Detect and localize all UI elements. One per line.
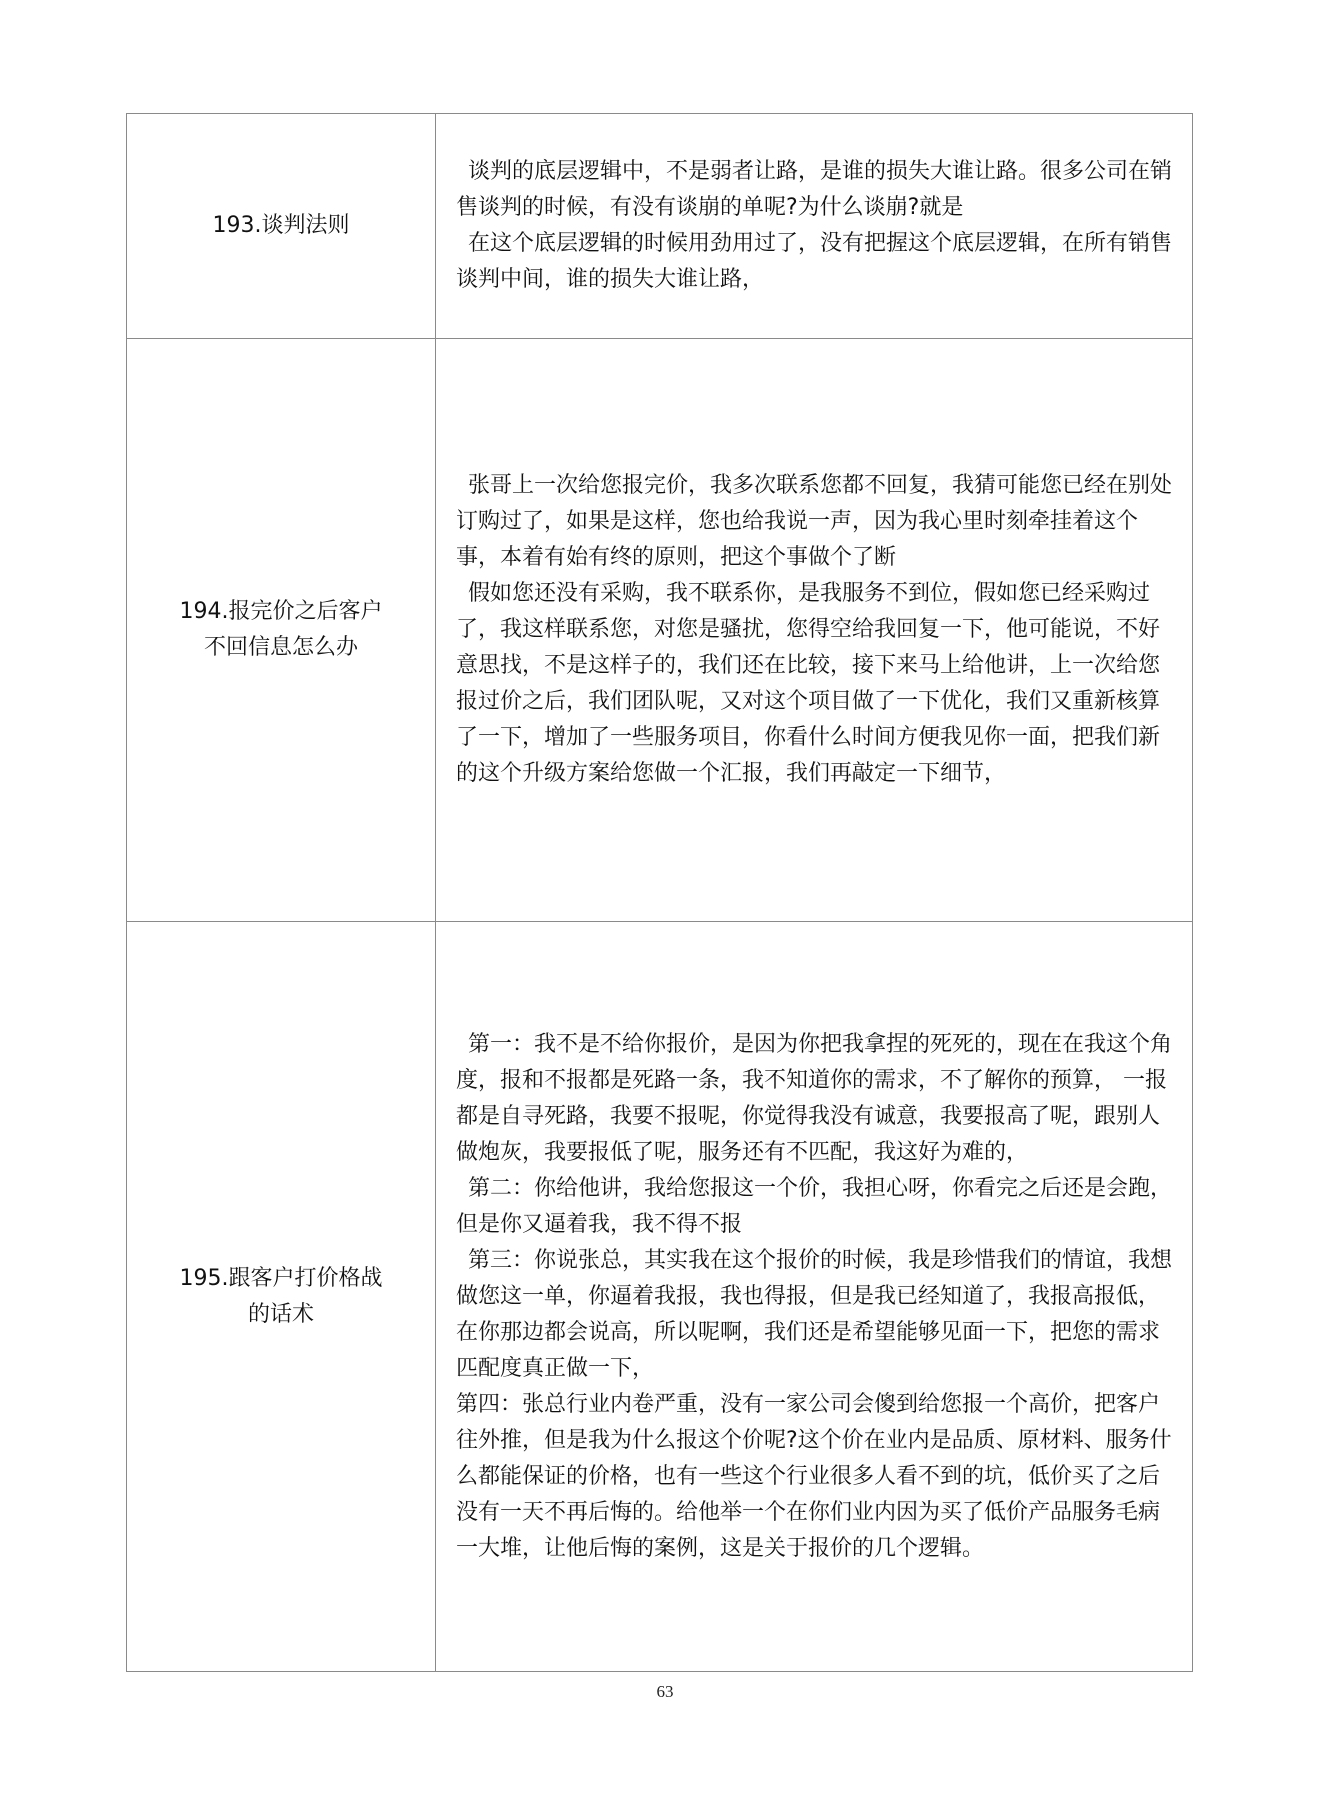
body-paragraph: 张哥上一次给您报完价，我多次联系您都不回复，我猜可能您已经在别处订购过了，如果是这样，您也给我说一声，因为我心里时刻牵挂着这个事，本着有始有终的原则，把这个事做个了断 (456, 473, 1173, 570)
row-title: 195.跟客户打价格战的话术 (179, 1265, 383, 1327)
table-row (127, 922, 1193, 1672)
row-body-cell (436, 114, 1193, 339)
body-paragraph: 第三：你说张总，其实我在这个报价的时候，我是珍惜我们的情谊，我想做您这一单，你逼着我报，我也得报，但是我已经知道了，我报高报低，在你那边都会说高，所以呢啊，我们还是希望能够见面一下，把您的需求匹配度真正做一下， (456, 1247, 1173, 1381)
row-title-cell (127, 922, 436, 1672)
table-row (127, 339, 1193, 922)
row-title: 194.报完价之后客户不回信息怎么办 (179, 599, 383, 660)
body-paragraph: 第二：你给他讲，我给您报这一个价，我担心呀，你看完之后还是会跑，但是你又逼着我，我不得不报 (456, 1175, 1173, 1237)
page-number: 63 (656, 1682, 674, 1701)
body-paragraph: 在这个底层逻辑的时候用劲用过了，没有把握这个底层逻辑，在所有销售谈判中间，谁的损失大谁让路， (456, 231, 1173, 292)
row-title-cell (127, 339, 436, 922)
table-row (127, 114, 1193, 339)
body-paragraph: 谈判的底层逻辑中，不是弱者让路，是谁的损失大谁让路。很多公司在销售谈判的时候，有没有谈崩的单呢?为什么谈崩?就是 (456, 159, 1173, 220)
body-paragraph: 第四：张总行业内卷严重，没有一家公司会傻到给您报一个高价，把客户往外推，但是我为什么报这个价呢?这个价在业内是品质、原材料、服务什么都能保证的价格，也有一些这个行业很多人看不到的坑，低价买了之后没有一天不再后悔的。给他举一个在你们业内因为买了低价产品服务毛病一大堆，让他后悔的案例，这是关于报价的几个逻辑。 (456, 1391, 1172, 1561)
row-title: 193.谈判法则 (212, 213, 350, 238)
qa-table (126, 113, 1193, 1672)
row-title-cell (127, 114, 436, 339)
row-body-cell (436, 922, 1193, 1672)
row-body-cell (436, 339, 1193, 922)
body-paragraph: 第一：我不是不给你报价，是因为你把我拿捏的死死的，现在在我这个角度，报和不报都是死路一条，我不知道你的需求，不了解你的预算， 一报都是自寻死路，我要不报呢，你觉得我没有诚意，我要报高了呢，跟别人做炮灰，我要报低了呢，服务还有不匹配，我这好为难的， (456, 1031, 1173, 1165)
body-paragraph: 假如您还没有采购，我不联系你，是我服务不到位，假如您已经采购过了，我这样联系您，对您是骚扰，您得空给我回复一下，他可能说，不好意思找，不是这样子的，我们还在比较，接下来马上给他讲，上一次给您报过价之后，我们团队呢，又对这个项目做了一下优化，我们又重新核算了一下，增加了一些服务项目，你看什么时间方便我见你一面，把我们新的这个升级方案给您做一个汇报，我们再敲定一下细节， (456, 581, 1161, 786)
